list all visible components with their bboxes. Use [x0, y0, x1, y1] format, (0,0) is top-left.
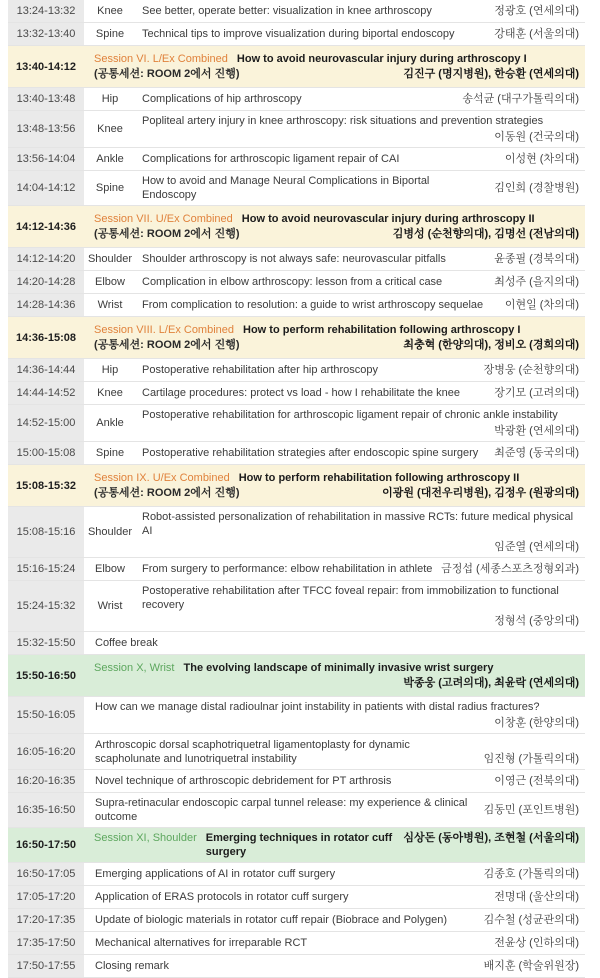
- session-room-note: (공통세션: ROOM 2에서 진행): [94, 487, 240, 499]
- talk-row: [8, 359, 585, 382]
- session-time: 15:50-16:50: [16, 669, 76, 682]
- talk-speaker: 전명대 (울산의대): [494, 891, 579, 903]
- talk-speaker: 정광호 (연세의대): [494, 5, 579, 17]
- talk-time: 16:20-16:35: [8, 770, 86, 792]
- talk-time: 17:20-17:35: [8, 909, 86, 931]
- session-row: [8, 206, 585, 248]
- talk-time: 17:05-17:20: [8, 886, 86, 908]
- talk-speaker: 이창훈 (한양의대): [494, 717, 579, 729]
- talk-time: 15:08-15:16: [8, 507, 86, 557]
- talk-time: 17:35-17:50: [8, 932, 86, 954]
- talk-main: [134, 271, 585, 293]
- talk-main: [134, 382, 585, 404]
- session-moderators: 이광원 (대전우리병원), 김정우 (원광의대): [382, 487, 579, 499]
- talk-row: [8, 442, 585, 465]
- session-subline: [94, 486, 579, 500]
- session-title: Emerging techniques in rotator cuff surgery: [205, 832, 393, 858]
- session-label: Session XI, Shoulder: [94, 832, 197, 844]
- talk-time: 14:36-14:44: [8, 359, 86, 381]
- talk-row: [8, 770, 585, 793]
- session-moderators: 김병성 (순천향의대), 김명선 (전남의대): [392, 228, 579, 240]
- talk-time: 14:44-14:52: [8, 382, 86, 404]
- talk-row: [8, 697, 585, 734]
- session-time: 16:50-17:50: [16, 839, 76, 851]
- talk-row: [8, 248, 585, 271]
- talk-speaker: 김인희 (경찰병원): [494, 182, 579, 194]
- talk-time: 15:16-15:24: [8, 558, 86, 580]
- talk-time: 14:04-14:12: [8, 171, 86, 205]
- talk-speaker: 송석균 (대구가톨릭의대): [462, 93, 579, 105]
- talk-row: [8, 581, 585, 632]
- talk-category: Hip: [101, 364, 119, 376]
- talk-time: 14:20-14:28: [8, 271, 86, 293]
- talk-category: Shoulder: [87, 253, 133, 265]
- talk-speaker: 이영근 (전북의대): [494, 775, 579, 787]
- talk-main: [134, 0, 585, 22]
- talk-main: [86, 770, 585, 792]
- talk-row: [8, 23, 585, 46]
- talk-category: Wrist: [97, 299, 123, 311]
- talk-main: [86, 932, 585, 954]
- talk-title: See better, operate better: visualization in knee arthroscopy: [142, 5, 432, 17]
- talk-title: Shoulder arthroscopy is not always safe: neurovascular pitfalls: [142, 253, 446, 265]
- talk-main: [134, 23, 585, 45]
- talk-main: [86, 863, 585, 885]
- talk-speaker: 최준영 (동국의대): [494, 447, 579, 459]
- talk-title: Complication in elbow arthroscopy: lesson from a critical case: [142, 276, 443, 288]
- talk-speaker: 정형석 (중앙의대): [494, 615, 579, 627]
- talk-main: [134, 88, 585, 110]
- talk-category: Shoulder: [87, 526, 133, 538]
- talk-row: [8, 294, 585, 317]
- talk-main: [134, 359, 585, 381]
- talk-category: Wrist: [97, 600, 123, 612]
- talk-row: [8, 111, 585, 148]
- talk-speaker: 강태훈 (서울의대): [494, 28, 579, 40]
- break-main: [86, 632, 585, 654]
- session-label: Session IX. U/Ex Combined: [94, 472, 230, 484]
- talk-time: 13:40-13:48: [8, 88, 86, 110]
- talk-speaker: 금정섭 (세종스포츠정형외과): [441, 563, 579, 575]
- talk-speaker: 장병웅 (순천향의대): [483, 364, 579, 376]
- session-subline: [94, 67, 579, 81]
- talk-main: [86, 886, 585, 908]
- talk-category: Elbow: [95, 276, 125, 288]
- talk-title: How can we manage distal radioulnar joint instability in patients with distal radius fractures?: [95, 701, 540, 713]
- talk-row: [8, 734, 585, 770]
- talk-title: Popliteal artery injury in knee arthroscopy: risk situations and prevention strategies: [142, 115, 544, 127]
- talk-speaker: 김동민 (포인트병원): [483, 804, 579, 816]
- talk-category: Spine: [95, 447, 125, 459]
- talk-title: Complications for arthroscopic ligament repair of CAI: [142, 153, 400, 165]
- talk-time: 14:28-14:36: [8, 294, 86, 316]
- talk-time: 14:12-14:20: [8, 248, 86, 270]
- talk-category: Ankle: [96, 417, 124, 429]
- session-room-note: (공통세션: ROOM 2에서 진행): [94, 228, 240, 240]
- talk-speaker: 배지훈 (학술위원장): [483, 960, 579, 972]
- talk-time: 13:24-13:32: [8, 0, 86, 22]
- talk-row: [8, 955, 585, 978]
- session-row: [8, 655, 585, 697]
- talk-category: Spine: [95, 28, 125, 40]
- talk-main: [86, 909, 585, 931]
- talk-row: [8, 886, 585, 909]
- session-time: 13:40-14:12: [16, 60, 76, 73]
- talk-speaker: 이동원 (건국의대): [494, 131, 579, 143]
- talk-speaker: 임준열 (연세의대): [494, 541, 579, 553]
- talk-speaker: 김종호 (가톨릭의대): [483, 868, 579, 880]
- talk-title: Update of biologic materials in rotator cuff repair (Biobrace and Polygen): [95, 914, 447, 926]
- talk-time: 15:50-16:05: [8, 697, 86, 733]
- talk-main: [134, 111, 585, 147]
- talk-title: Application of ERAS protocols in rotator cuff surgery: [95, 891, 349, 903]
- session-row: [8, 46, 585, 88]
- break-time: 15:32-15:50: [8, 632, 86, 654]
- talk-category: Elbow: [95, 563, 125, 575]
- talk-category: Knee: [97, 5, 123, 17]
- session-title: How to avoid neurovascular injury during arthroscopy II: [241, 213, 535, 225]
- session-moderators: 심상돈 (동아병원), 조현철 (서울의대): [403, 832, 579, 844]
- session-time: 14:36-15:08: [16, 331, 76, 344]
- talk-title: Postoperative rehabilitation strategies after endoscopic spine surgery: [142, 447, 479, 459]
- session-heading: [94, 471, 579, 485]
- session-label: Session VI. L/Ex Combined: [94, 53, 228, 65]
- talk-time: 14:52-15:00: [8, 405, 86, 441]
- talk-main: [86, 955, 585, 977]
- talk-row: [8, 88, 585, 111]
- session-room-note: (공통세션: ROOM 2에서 진행): [94, 68, 240, 80]
- talk-row: [8, 932, 585, 955]
- talk-title: Complications of hip arthroscopy: [142, 93, 302, 105]
- talk-speaker: 김수철 (성균관의대): [483, 914, 579, 926]
- break-label: Coffee break: [95, 637, 158, 649]
- session-label: Session X, Wrist: [94, 662, 175, 674]
- talk-category: Knee: [97, 387, 123, 399]
- session-main: [86, 828, 585, 862]
- session-main: [86, 206, 585, 247]
- talk-title: Technical tips to improve visualization during biportal endoscopy: [142, 28, 455, 40]
- talk-row: [8, 271, 585, 294]
- talk-time: 16:35-16:50: [8, 793, 86, 827]
- talk-category: Ankle: [96, 153, 124, 165]
- talk-speaker: 이성현 (차의대): [504, 153, 579, 165]
- session-main: [86, 46, 585, 87]
- talk-title: Postoperative rehabilitation after TFCC foveal repair: from immobilization to functional recovery: [142, 585, 559, 611]
- talk-time: 15:24-15:32: [8, 581, 86, 631]
- talk-speaker: 임진형 (가톨릭의대): [483, 753, 579, 765]
- talk-main: [86, 793, 585, 827]
- session-time: 14:12-14:36: [16, 220, 76, 233]
- session-room-note: (공통세션: ROOM 2에서 진행): [94, 339, 240, 351]
- session-heading: [94, 661, 579, 675]
- talk-speaker: 최성주 (을지의대): [494, 276, 579, 288]
- talk-category: Knee: [97, 123, 123, 135]
- talk-category: Hip: [101, 93, 119, 105]
- session-heading: [94, 52, 579, 66]
- talk-main: [134, 442, 585, 464]
- talk-title: Mechanical alternatives for irreparable RCT: [95, 937, 308, 949]
- session-moderators: 박종웅 (고려의대), 최윤락 (연세의대): [403, 677, 579, 689]
- talk-time: 17:50-17:55: [8, 955, 86, 977]
- talk-row: [8, 405, 585, 442]
- talk-row: [8, 171, 585, 206]
- talk-main: [86, 734, 585, 769]
- session-time: 15:08-15:32: [16, 479, 76, 492]
- talk-title: From surgery to performance: elbow rehabilitation in athlete: [142, 563, 433, 575]
- session-label: Session VII. U/Ex Combined: [94, 213, 233, 225]
- talk-speaker: 이현일 (차의대): [504, 299, 579, 311]
- talk-title: Novel technique of arthroscopic debridement for PT arthrosis: [95, 775, 392, 787]
- talk-row: [8, 148, 585, 171]
- session-main: [86, 465, 585, 506]
- talk-time: 13:32-13:40: [8, 23, 86, 45]
- talk-row: [8, 382, 585, 405]
- talk-title: Postoperative rehabilitation after hip arthroscopy: [142, 364, 379, 376]
- talk-main: [86, 697, 585, 733]
- session-heading: [94, 831, 579, 859]
- session-title: How to perform rehabilitation following arthroscopy I: [243, 324, 521, 336]
- talk-title: Arthroscopic dorsal scaphotriquetral ligamentoplasty for dynamic scapholunate and lunotriquetral instability: [95, 739, 410, 765]
- session-moderators: 김진구 (명지병원), 한승환 (연세의대): [403, 68, 579, 80]
- session-main: [86, 317, 585, 358]
- session-row: [8, 465, 585, 507]
- talk-speaker: 장기모 (고려의대): [494, 387, 579, 399]
- talk-time: 16:05-16:20: [8, 734, 86, 769]
- talk-category: Spine: [95, 182, 125, 194]
- talk-main: [134, 148, 585, 170]
- talk-main: [134, 294, 585, 316]
- talk-speaker: 윤종필 (경북의대): [494, 253, 579, 265]
- talk-speaker: 박광환 (연세의대): [494, 425, 579, 437]
- talk-title: Emerging applications of AI in rotator cuff surgery: [95, 868, 336, 880]
- talk-row: [8, 558, 585, 581]
- talk-title: Supra-retinacular endoscopic carpal tunnel release: my experience & clinical outcome: [95, 797, 468, 823]
- session-row: [8, 828, 585, 863]
- talk-main: [134, 507, 585, 557]
- talk-speaker: 전윤상 (인하의대): [494, 937, 579, 949]
- talk-time: 13:56-14:04: [8, 148, 86, 170]
- talk-row: [8, 793, 585, 828]
- talk-main: [134, 558, 585, 580]
- talk-main: [134, 171, 585, 205]
- talk-main: [134, 248, 585, 270]
- session-label: Session VIII. L/Ex Combined: [94, 324, 235, 336]
- talk-time: 15:00-15:08: [8, 442, 86, 464]
- talk-title: Robot-assisted personalization of rehabilitation in massive RCTs: future medical physical AI: [142, 511, 574, 537]
- talk-row: [8, 0, 585, 23]
- session-subline: [94, 676, 579, 690]
- talk-time: 16:50-17:05: [8, 863, 86, 885]
- talk-row: [8, 863, 585, 886]
- session-heading: [94, 212, 579, 226]
- talk-title: Postoperative rehabilitation for arthroscopic ligament repair of chronic ankle instability: [142, 409, 558, 421]
- talk-title: Closing remark: [95, 960, 169, 972]
- talk-time: 13:48-13:56: [8, 111, 86, 147]
- talk-title: Cartilage procedures: protect vs load - how I rehabilitate the knee: [142, 387, 460, 399]
- session-moderators: 최충혁 (한양의대), 정비오 (경희의대): [403, 339, 579, 351]
- session-subline: [94, 227, 579, 241]
- session-row: [8, 317, 585, 359]
- talk-main: [134, 405, 585, 441]
- talk-title: From complication to resolution: a guide to wrist arthroscopy sequelae: [142, 299, 484, 311]
- session-title: The evolving landscape of minimally invasive wrist surgery: [183, 662, 494, 674]
- session-title: How to perform rehabilitation following arthroscopy II: [238, 472, 520, 484]
- talk-row: [8, 507, 585, 558]
- session-title: How to avoid neurovascular injury during arthroscopy I: [236, 53, 527, 65]
- session-main: [86, 655, 585, 696]
- talk-main: [134, 581, 585, 631]
- schedule-table: [8, 0, 585, 978]
- talk-title: How to avoid and Manage Neural Complications in Biportal Endoscopy: [142, 175, 430, 201]
- talk-row: [8, 909, 585, 932]
- session-heading: [94, 323, 579, 337]
- break-row: [8, 632, 585, 655]
- session-subline: [94, 338, 579, 352]
